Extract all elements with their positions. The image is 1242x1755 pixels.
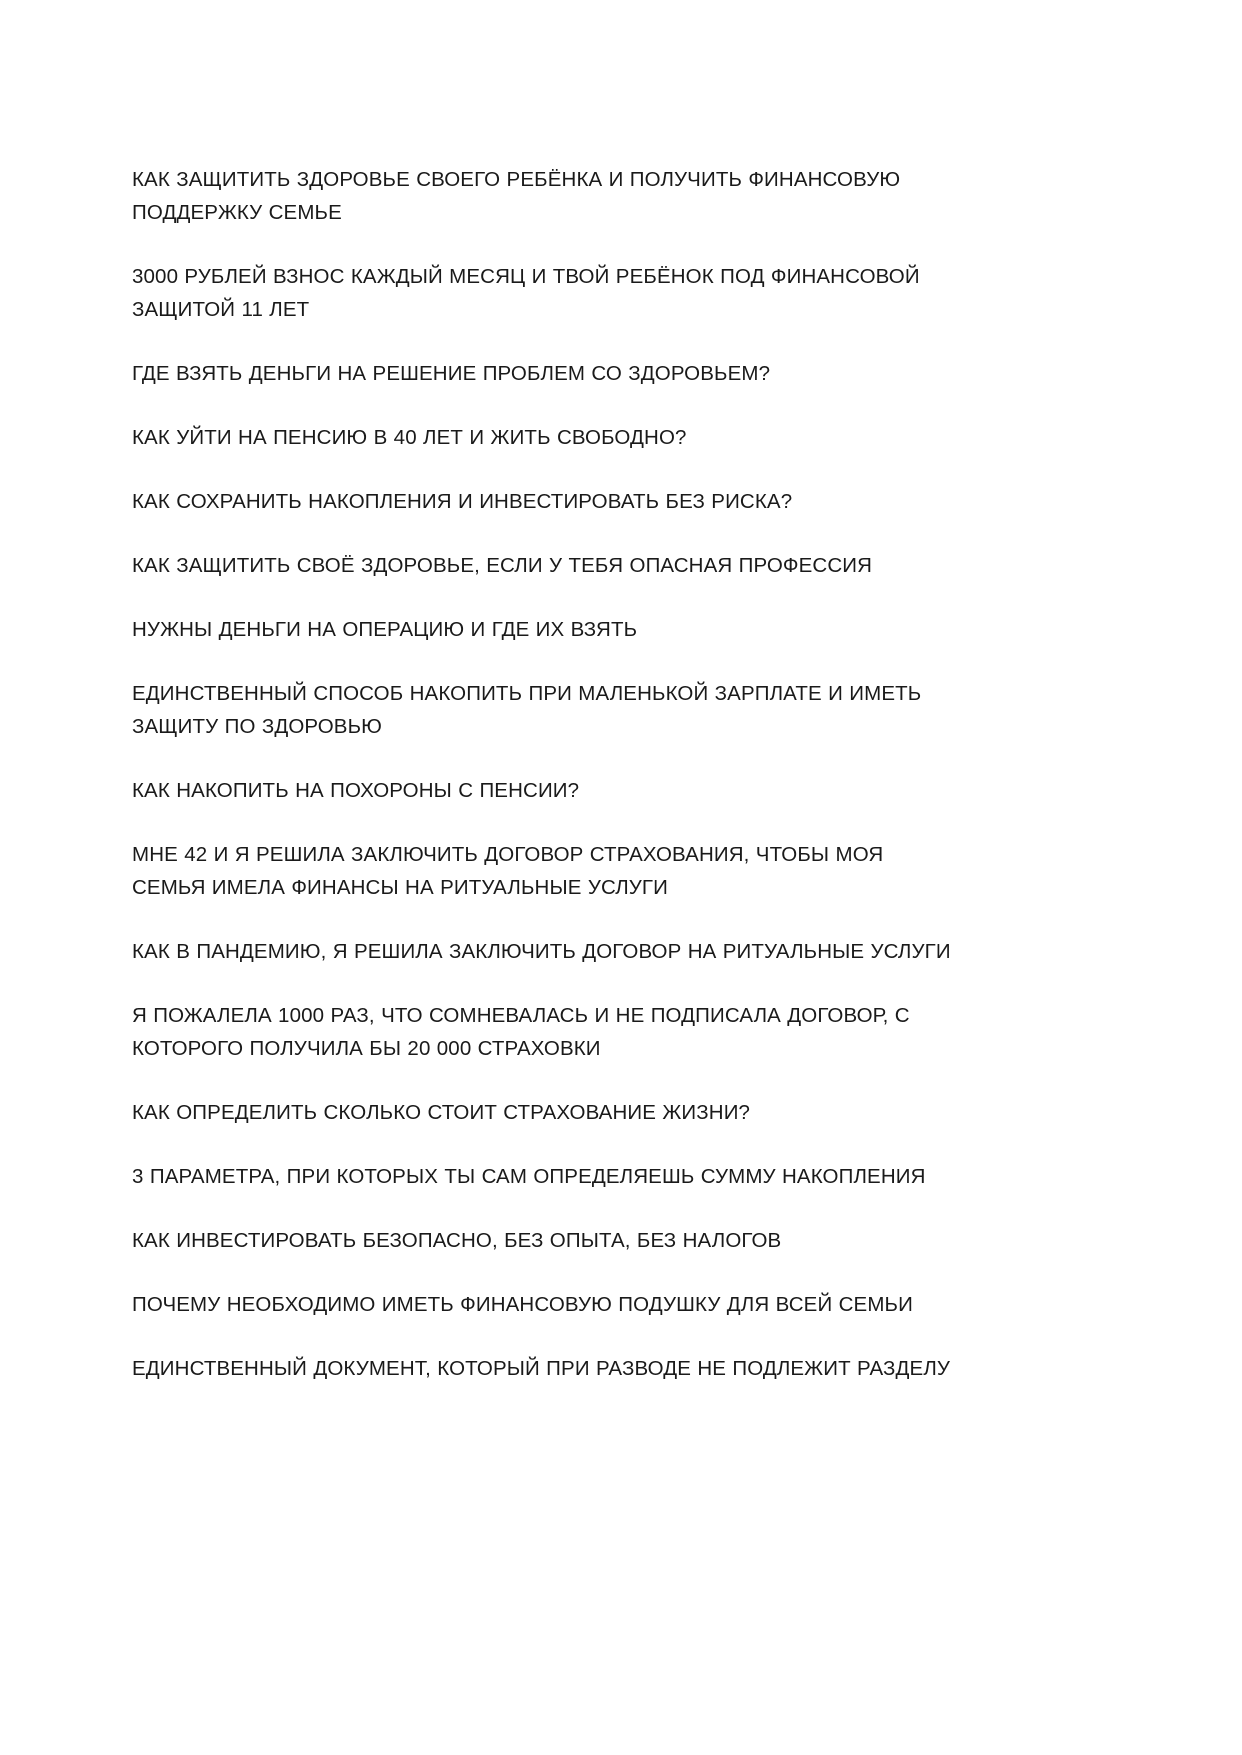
paragraph: 3000 РУБЛЕЙ ВЗНОС КАЖДЫЙ МЕСЯЦ И ТВОЙ РЕБЁНОК ПОД ФИНАНСОВОЙ ЗАЩИТОЙ 11 ЛЕТ — [132, 265, 920, 321]
paragraph: ЕДИНСТВЕННЫЙ ДОКУМЕНТ, КОТОРЫЙ ПРИ РАЗВОДЕ НЕ ПОДЛЕЖИТ РАЗДЕЛУ — [132, 1357, 951, 1380]
paragraph: ПОЧЕМУ НЕОБХОДИМО ИМЕТЬ ФИНАНСОВУЮ ПОДУШКУ ДЛЯ ВСЕЙ СЕМЬИ — [132, 1293, 913, 1316]
paragraph: КАК В ПАНДЕМИЮ, Я РЕШИЛА ЗАКЛЮЧИТЬ ДОГОВОР НА РИТУАЛЬНЫЕ УСЛУГИ — [132, 940, 951, 963]
paragraph: КАК ЗАЩИТИТЬ ЗДОРОВЬЕ СВОЕГО РЕБЁНКА И ПОЛУЧИТЬ ФИНАНСОВУЮ ПОДДЕРЖКУ СЕМЬЕ — [132, 168, 901, 224]
paragraph: КАК ИНВЕСТИРОВАТЬ БЕЗОПАСНО, БЕЗ ОПЫТА, БЕЗ НАЛОГОВ — [132, 1229, 782, 1252]
paragraph: Я ПОЖАЛЕЛА 1000 РАЗ, ЧТО СОМНЕВАЛАСЬ И НЕ ПОДПИСАЛА ДОГОВОР, С КОТОРОГО ПОЛУЧИЛА БЫ 20 000 СТРАХОВКИ — [132, 1004, 910, 1060]
paragraph: ГДЕ ВЗЯТЬ ДЕНЬГИ НА РЕШЕНИЕ ПРОБЛЕМ СО ЗДОРОВЬЕМ? — [132, 362, 771, 385]
paragraph: КАК УЙТИ НА ПЕНСИЮ В 40 ЛЕТ И ЖИТЬ СВОБОДНО? — [132, 426, 687, 449]
paragraph: КАК СОХРАНИТЬ НАКОПЛЕНИЯ И ИНВЕСТИРОВАТЬ БЕЗ РИСКА? — [132, 490, 793, 513]
paragraph: 3 ПАРАМЕТРА, ПРИ КОТОРЫХ ТЫ САМ ОПРЕДЕЛЯЕШЬ СУММУ НАКОПЛЕНИЯ — [132, 1165, 926, 1188]
paragraph: КАК ОПРЕДЕЛИТЬ СКОЛЬКО СТОИТ СТРАХОВАНИЕ ЖИЗНИ? — [132, 1101, 751, 1124]
paragraph: КАК ЗАЩИТИТЬ СВОЁ ЗДОРОВЬЕ, ЕСЛИ У ТЕБЯ ОПАСНАЯ ПРОФЕССИЯ — [132, 554, 873, 577]
paragraph: КАК НАКОПИТЬ НА ПОХОРОНЫ С ПЕНСИИ? — [132, 779, 580, 802]
paragraph: МНЕ 42 И Я РЕШИЛА ЗАКЛЮЧИТЬ ДОГОВОР СТРАХОВАНИЯ, ЧТОБЫ МОЯ СЕМЬЯ ИМЕЛА ФИНАНСЫ НА РИТУАЛЬНЫЕ УСЛУГИ — [132, 843, 884, 899]
paragraph: ЕДИНСТВЕННЫЙ СПОСОБ НАКОПИТЬ ПРИ МАЛЕНЬКОЙ ЗАРПЛАТЕ И ИМЕТЬ ЗАЩИТУ ПО ЗДОРОВЬЮ — [132, 682, 922, 738]
paragraph: НУЖНЫ ДЕНЬГИ НА ОПЕРАЦИЮ И ГДЕ ИХ ВЗЯТЬ — [132, 618, 638, 641]
document-text-body — [132, 163, 958, 1385]
